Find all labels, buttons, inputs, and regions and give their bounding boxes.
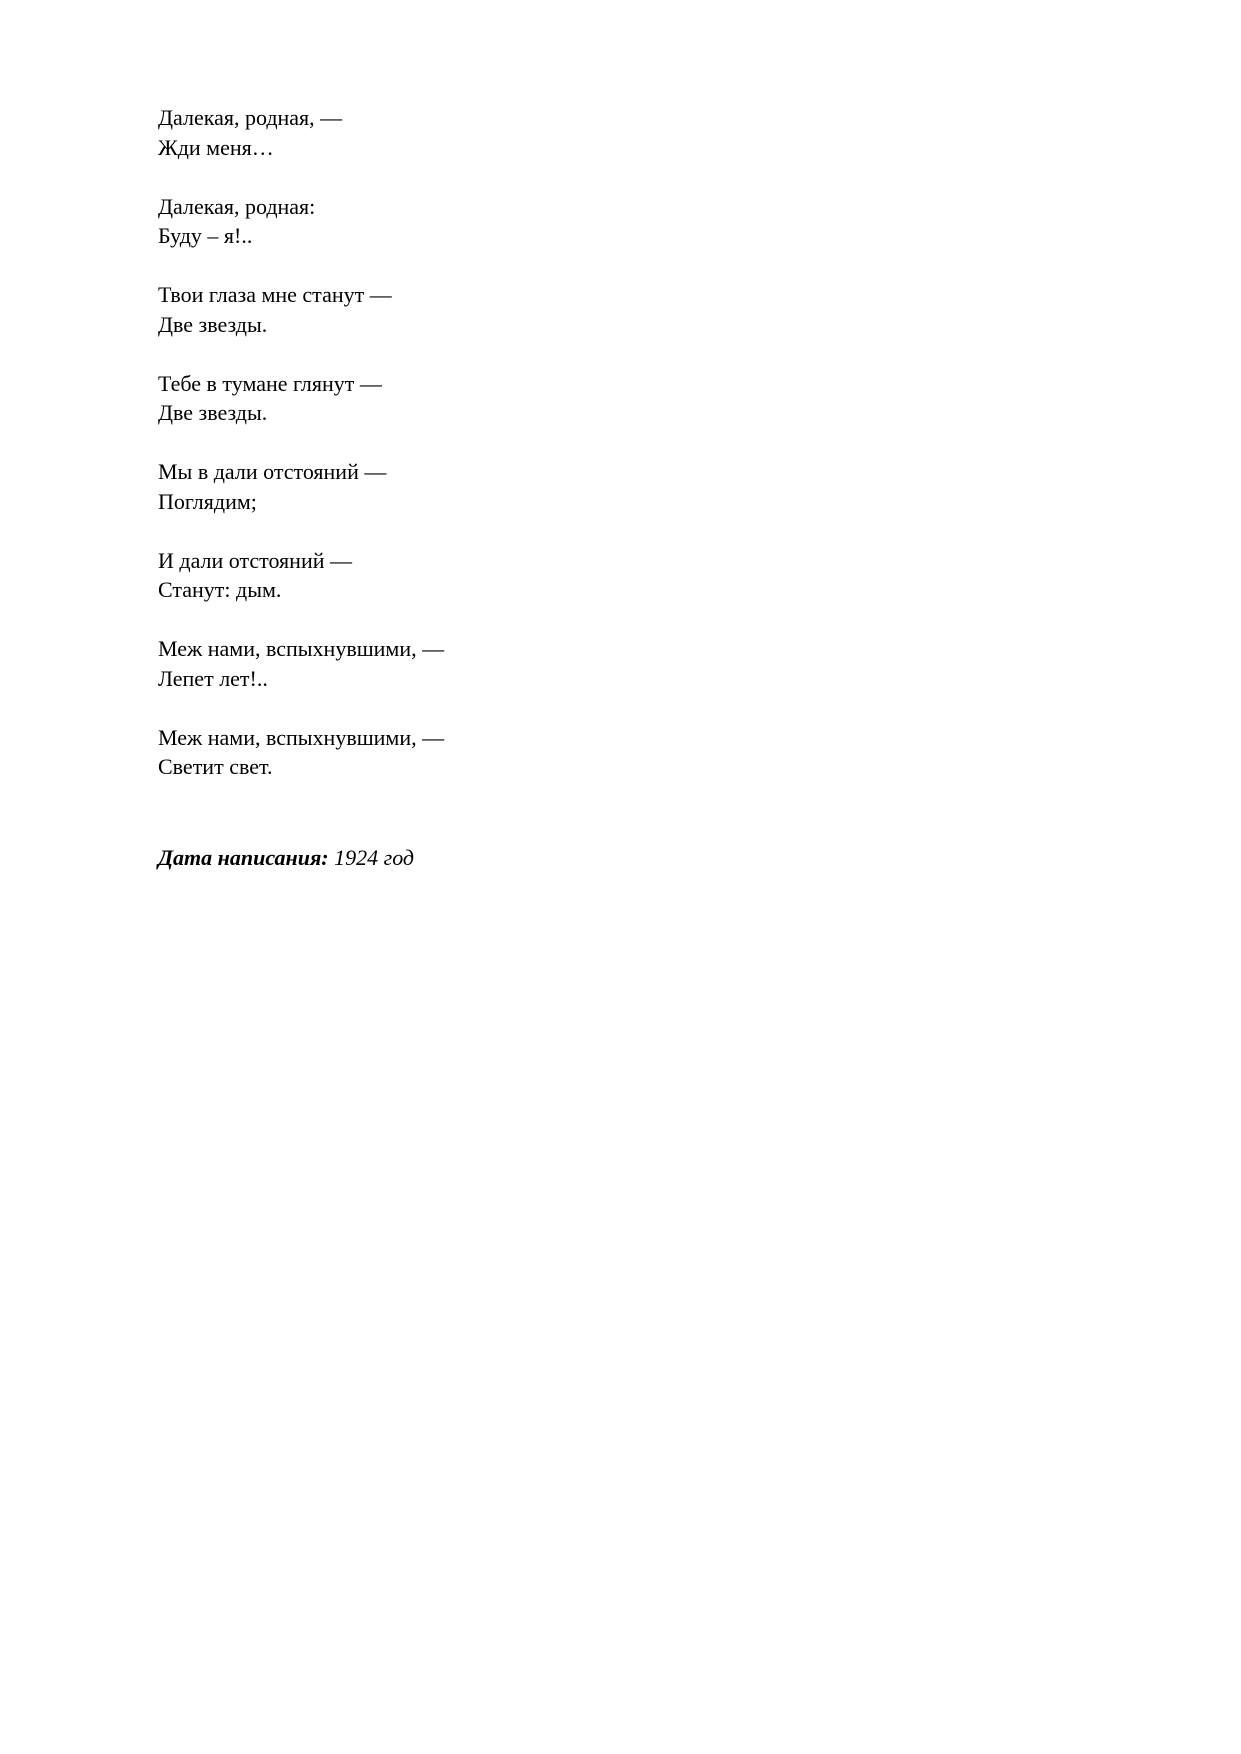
stanza-7 [158,634,444,693]
poem-line: И дали отстояний — [158,547,352,573]
poem-line: Жди меня… [158,134,274,160]
poem-line: Станут: дым. [158,577,282,602]
poem-line: Поглядим; [158,488,257,514]
stanza-6 [158,546,444,605]
stanza-1 [158,103,444,162]
poem-line: Твои глаза мне станут — [158,282,392,307]
stanza-8 [158,723,444,782]
poem-line: Две звезды. [158,311,268,337]
poem-line: Меж нами, вспыхнувшими, — [158,724,445,750]
stanza-2 [158,192,444,251]
date-of-writing [158,843,414,873]
poem-line: Далекая, родная, — [158,105,343,130]
stanza-5 [158,457,444,516]
poem-line: Лепет лет!.. [158,665,268,691]
stanza-4 [158,369,444,428]
date-label: Дата написания: [158,845,329,870]
poem-line: Две звезды. [158,400,268,425]
poem-line: Буду – я!.. [158,223,253,248]
poem-line: Мы в дали отстояний — [158,459,387,484]
date-value: 1924 год [328,845,415,870]
poem-line: Далекая, родная: [158,193,316,219]
poem-line: Светит свет. [158,754,273,779]
stanza-3 [158,280,444,339]
poem-line: Меж нами, вспыхнувшими, — [158,636,445,661]
poem-line: Тебе в тумане глянут — [158,370,382,396]
poem-text [158,103,444,811]
